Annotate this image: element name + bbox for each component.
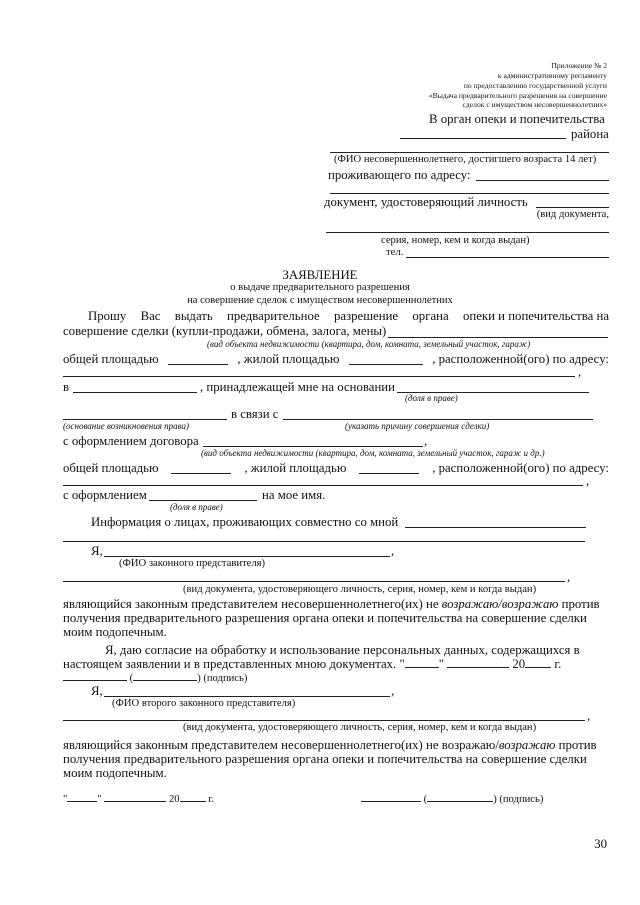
title-sub-2: на совершение сделок с имуществом несовершеннолетних <box>187 295 453 306</box>
consent-line-2: настоящем заявлении и в представленных мною документах. " " 20 г. <box>63 657 562 671</box>
rep2-doc-hint: (вид документа, удостоверяющего личность, серия, номер, кем и когда выдан) <box>183 722 537 733</box>
appendix-line-5: сделок с имуществом несовершеннолетних» <box>462 100 607 109</box>
contract-line <box>203 446 423 447</box>
object-type-line <box>388 337 608 338</box>
doc-details-hint: серия, номер, кем и когда выдан) <box>381 235 530 246</box>
footer-signature: ( ) (подпись) <box>361 795 543 806</box>
area-line-1: общей площадью , жилой площадью , расположенной(ого) по адресу: <box>63 352 609 366</box>
title-sub-1: о выдаче предварительного разрешения <box>230 282 410 293</box>
rep2-statement-2: получения предварительного разрешения органа опеки и попечительства на совершение сделки <box>63 752 587 766</box>
due-to-label: в связи с <box>231 407 279 421</box>
cohabit-line-1 <box>405 527 586 528</box>
rep2-name-line <box>104 696 390 697</box>
address-line-1 <box>476 180 609 181</box>
share-hint: (доля в праве) <box>405 393 458 403</box>
rep1-doc-hint: (вид документа, удостоверяющего личность, серия, номер, кем и когда выдан) <box>183 584 537 595</box>
rep1-doc-line <box>63 581 565 582</box>
address-line-3 <box>63 376 575 377</box>
i-label-1: Я, <box>91 544 103 558</box>
i-label-2: Я, <box>91 684 103 698</box>
appendix-line-2: к административному регламенту <box>497 71 607 80</box>
cohabit-line-2 <box>63 541 585 542</box>
phone-label: тел. <box>386 247 404 258</box>
id-doc-line <box>536 207 609 208</box>
object-type-hint-2: (вид объекта недвижимости (квартира, дом, комната, земельный участок, гараж и др.) <box>201 448 545 458</box>
footer-date: " " 20 г. <box>63 794 215 805</box>
page-number: 30 <box>594 837 607 851</box>
object-type-hint: (вид объекта недвижимости (квартира, дом, комната, земельный участок, гараж) <box>207 339 531 349</box>
rep1-statement-2: получения предварительного разрешения органа опеки и попечительства на совершение сделки <box>63 611 587 625</box>
belonging-label: , принадлежащей мне на основании <box>200 380 395 394</box>
share-line <box>149 500 257 501</box>
rep2-name-hint: (ФИО второго законного представителя) <box>112 698 296 709</box>
doc-kind-hint: (вид документа, <box>536 209 609 220</box>
rep2-objection-choice: возражаю <box>498 738 556 752</box>
in-label: в <box>63 380 70 394</box>
area-line-2: общей площадью , жилой площадью , расположенной(ого) по адресу: <box>63 461 609 475</box>
doc-details-line <box>326 232 609 233</box>
appendix-line-3: по предоставлению государственной услуги <box>463 81 607 90</box>
district-line <box>400 138 566 139</box>
contract-label: с оформлением договора <box>63 434 199 448</box>
my-name-label: на мое имя. <box>262 488 326 502</box>
location-line <box>73 392 197 393</box>
appendix-line-1: Приложение № 2 <box>551 61 607 70</box>
phone-line <box>406 257 609 258</box>
rep2-doc-line <box>63 720 585 721</box>
residing-label: проживающего по адресу: <box>328 168 471 182</box>
rep1-objection-choice: возражаю/возражаю <box>441 597 559 611</box>
reason-line <box>283 419 593 420</box>
id-doc-label: документ, удостоверяющий личность <box>324 195 528 209</box>
to-organ: В орган опеки и попечительства <box>429 112 605 126</box>
minor-name-line <box>330 152 609 153</box>
rep1-statement-1: являющийся законным представителем несовершеннолетнего(их) не возражаю/возражаю против <box>63 597 600 611</box>
document-title: ЗАЯВЛЕНИЕ <box>282 268 358 282</box>
rep1-statement-3: моим подопечным. <box>63 625 167 639</box>
appendix-line-4: «Выдача предварительного разрешения на совершение <box>428 91 607 100</box>
consent-line-1: Я, даю согласие на обработку и использование персональных данных, содержащихся в <box>105 643 580 657</box>
reason-hint: (указать причину совершения сделки) <box>345 421 490 431</box>
address-line-2 <box>330 193 609 194</box>
with-reg-label: с оформлением <box>63 488 147 502</box>
rep2-statement-3: моим подопечным. <box>63 766 167 780</box>
district-label: района <box>571 127 609 141</box>
fio-minor-hint: (ФИО несовершеннолетнего, достигшего возраста 14 лет) <box>334 154 597 165</box>
consent-signature: ( ) (подпись) <box>63 674 247 685</box>
basis-origin-line <box>63 419 227 420</box>
deal-type-label: совершение сделки (купли-продажи, обмена, залога, мены) <box>63 324 387 338</box>
request-line-1: Прошу Вас выдать предварительное разрешение органа опеки и попечительства на <box>88 309 609 323</box>
share-hint-2: (доля в праве) <box>170 502 223 512</box>
cohabit-label: Информация о лицах, проживающих совместно со мной <box>91 515 399 529</box>
rep1-name-line <box>104 556 390 557</box>
basis-hint: (основание возникновения права) <box>63 421 189 431</box>
rep1-name-hint: (ФИО законного представителя) <box>119 558 266 569</box>
address-line-4 <box>63 485 583 486</box>
rep2-statement-1: являющийся законным представителем несовершеннолетнего(их) не возражаю/возражаю против <box>63 738 597 752</box>
